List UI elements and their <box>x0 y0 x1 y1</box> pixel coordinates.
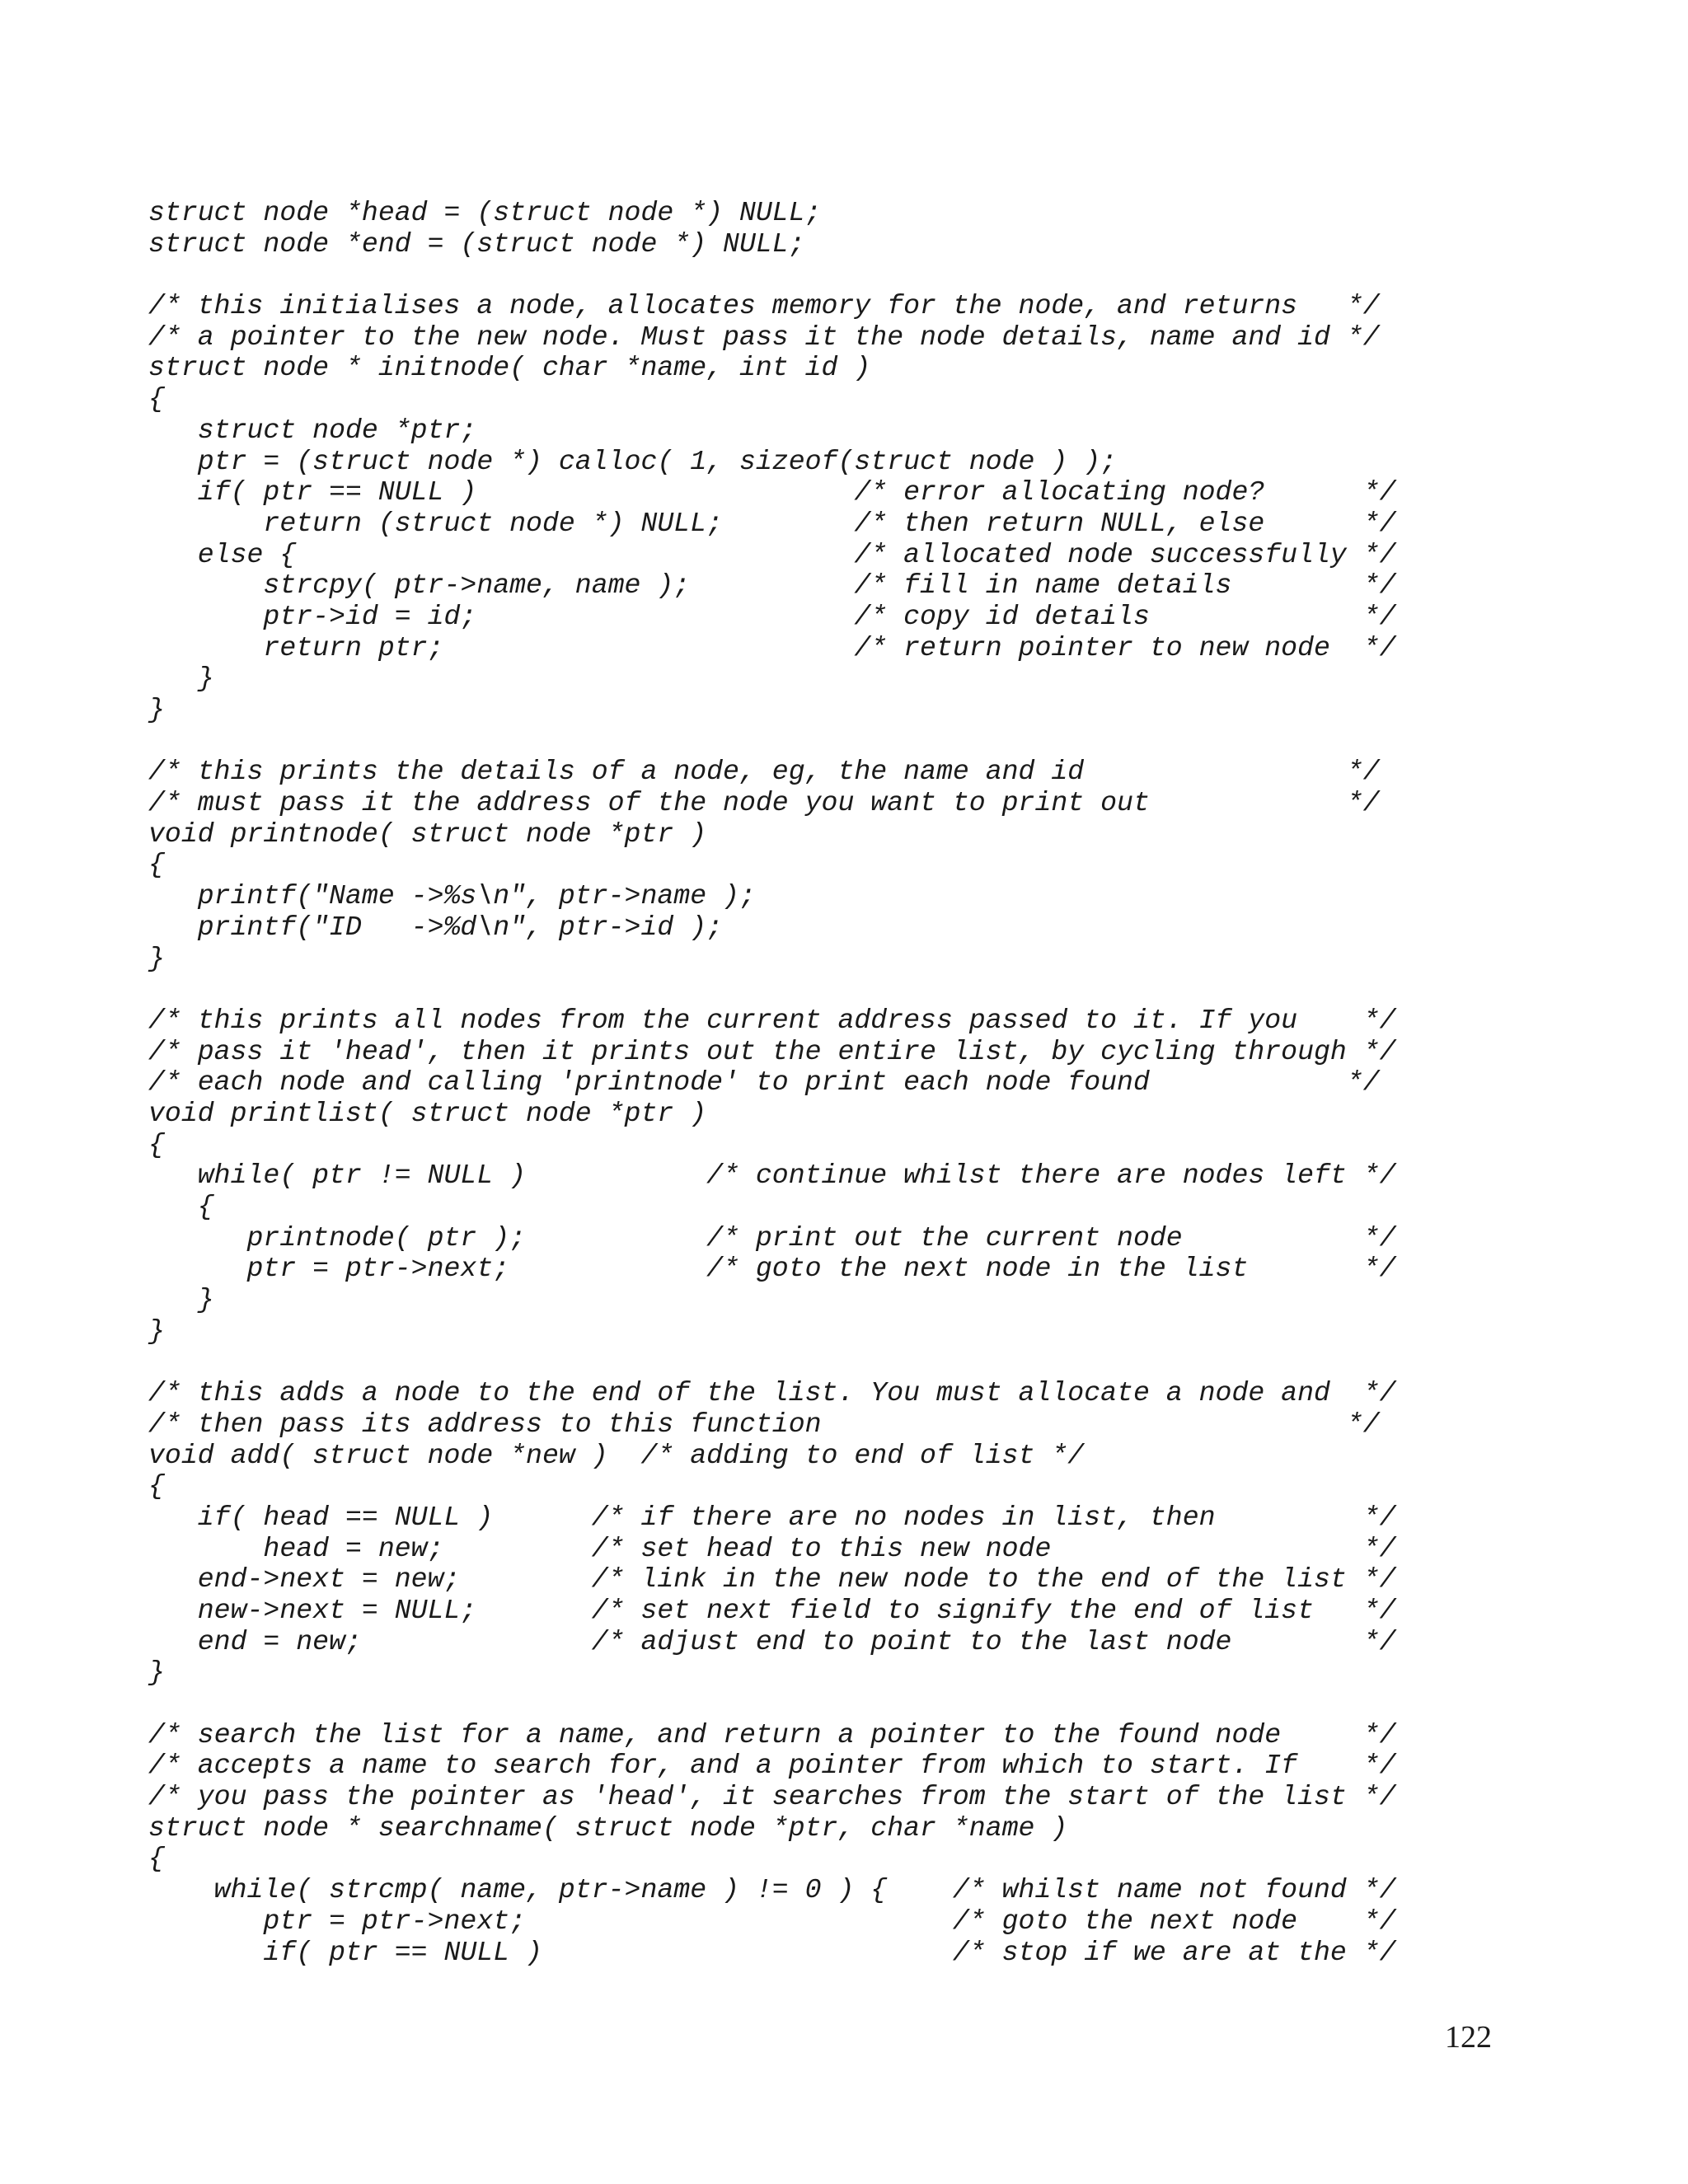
code-line: while( strcmp( name, ptr->name ) != 0 ) { /* whilst name not found */ <box>148 1874 1396 1906</box>
code-line: return (struct node *) NULL; /* then return NULL, else */ <box>148 507 1396 539</box>
code-line: /* pass it 'head', then it prints out the entire list, by cycling through */ <box>148 1035 1396 1067</box>
code-line: void add( struct node *new ) /* adding to end of list */ <box>148 1439 1085 1471</box>
code-line: { <box>148 849 165 881</box>
code-listing <box>148 198 1396 1968</box>
code-line: /* accepts a name to search for, and a pointer from which to start. If */ <box>148 1750 1396 1782</box>
code-line: ptr->id = id; /* copy id details */ <box>148 600 1396 632</box>
code-line: { <box>148 1191 214 1222</box>
code-line: struct node *end = (struct node *) NULL; <box>148 227 805 260</box>
code-line: printf("ID ->%d\n", ptr->id ); <box>148 911 724 943</box>
code-line: { <box>148 1128 165 1160</box>
code-line: /* must pass it the address of the node you want to print out */ <box>148 787 1380 819</box>
code-line <box>148 726 1396 757</box>
code-line: if( head == NULL ) /* if there are no nodes in list, then */ <box>148 1501 1396 1533</box>
code-line: /* then pass its address to this function */ <box>148 1408 1380 1440</box>
code-line: /* search the list for a name, and return a pointer to the found node */ <box>148 1718 1396 1750</box>
code-line: return ptr; /* return pointer to new node */ <box>148 631 1396 663</box>
code-line: /* each node and calling 'printnode' to print each node found */ <box>148 1066 1380 1099</box>
code-line: { <box>148 383 165 415</box>
code-line: } <box>148 694 165 725</box>
code-line <box>148 1689 1396 1720</box>
code-line: strcpy( ptr->name, name ); /* fill in name details */ <box>148 569 1396 602</box>
code-line: } <box>148 1315 165 1347</box>
code-line: void printnode( struct node *ptr ) <box>148 818 707 850</box>
code-line: /* this adds a node to the end of the list. You must allocate a node and */ <box>148 1377 1396 1409</box>
code-line: end = new; /* adjust end to point to the last node */ <box>148 1625 1396 1657</box>
code-line: ptr = (struct node *) calloc( 1, sizeof(struct node ) ); <box>148 445 1118 477</box>
code-line: while( ptr != NULL ) /* continue whilst there are nodes left */ <box>148 1160 1396 1192</box>
code-line: /* you pass the pointer as 'head', it searches from the start of the list */ <box>148 1781 1396 1813</box>
code-line: if( ptr == NULL ) /* stop if we are at the */ <box>148 1936 1396 1968</box>
code-line: void printlist( struct node *ptr ) <box>148 1097 707 1129</box>
code-line: new->next = NULL; /* set next field to signify the end of list */ <box>148 1594 1396 1626</box>
code-line <box>148 260 1396 291</box>
code-line: } <box>148 1284 214 1316</box>
code-line: head = new; /* set head to this new node */ <box>148 1532 1396 1564</box>
code-line: struct node *ptr; <box>148 414 477 446</box>
code-line: printf("Name ->%s\n", ptr->name ); <box>148 880 756 912</box>
code-line: } <box>148 663 214 695</box>
code-line: { <box>148 1470 165 1502</box>
code-line: ptr = ptr->next; /* goto the next node in the list */ <box>148 1253 1396 1285</box>
code-line: else { /* allocated node successfully */ <box>148 538 1396 570</box>
code-line: } <box>148 1657 165 1689</box>
code-line: /* this prints all nodes from the current address passed to it. If you */ <box>148 1004 1396 1036</box>
code-line: struct node * searchname( struct node *ptr, char *name ) <box>148 1811 1068 1844</box>
code-line: /* this prints the details of a node, eg, the name and id */ <box>148 756 1380 788</box>
code-line: if( ptr == NULL ) /* error allocating node? */ <box>148 476 1396 509</box>
code-line: { <box>148 1843 165 1875</box>
code-line <box>148 974 1396 1005</box>
code-line: struct node * initnode( char *name, int id ) <box>148 352 871 384</box>
code-line: end->next = new; /* link in the new node to the end of the list */ <box>148 1563 1396 1596</box>
code-line <box>148 1347 1396 1378</box>
code-line: struct node *head = (struct node *) NULL; <box>148 197 822 228</box>
code-line: printnode( ptr ); /* print out the current node */ <box>148 1221 1396 1254</box>
code-line: /* a pointer to the new node. Must pass it the node details, name and id */ <box>148 321 1380 353</box>
page-number: 122 <box>1445 2020 1492 2055</box>
code-line: /* this initialises a node, allocates memory for the node, and returns */ <box>148 290 1380 322</box>
code-line: ptr = ptr->next; /* goto the next node */ <box>148 1905 1396 1937</box>
code-line: } <box>148 942 165 974</box>
